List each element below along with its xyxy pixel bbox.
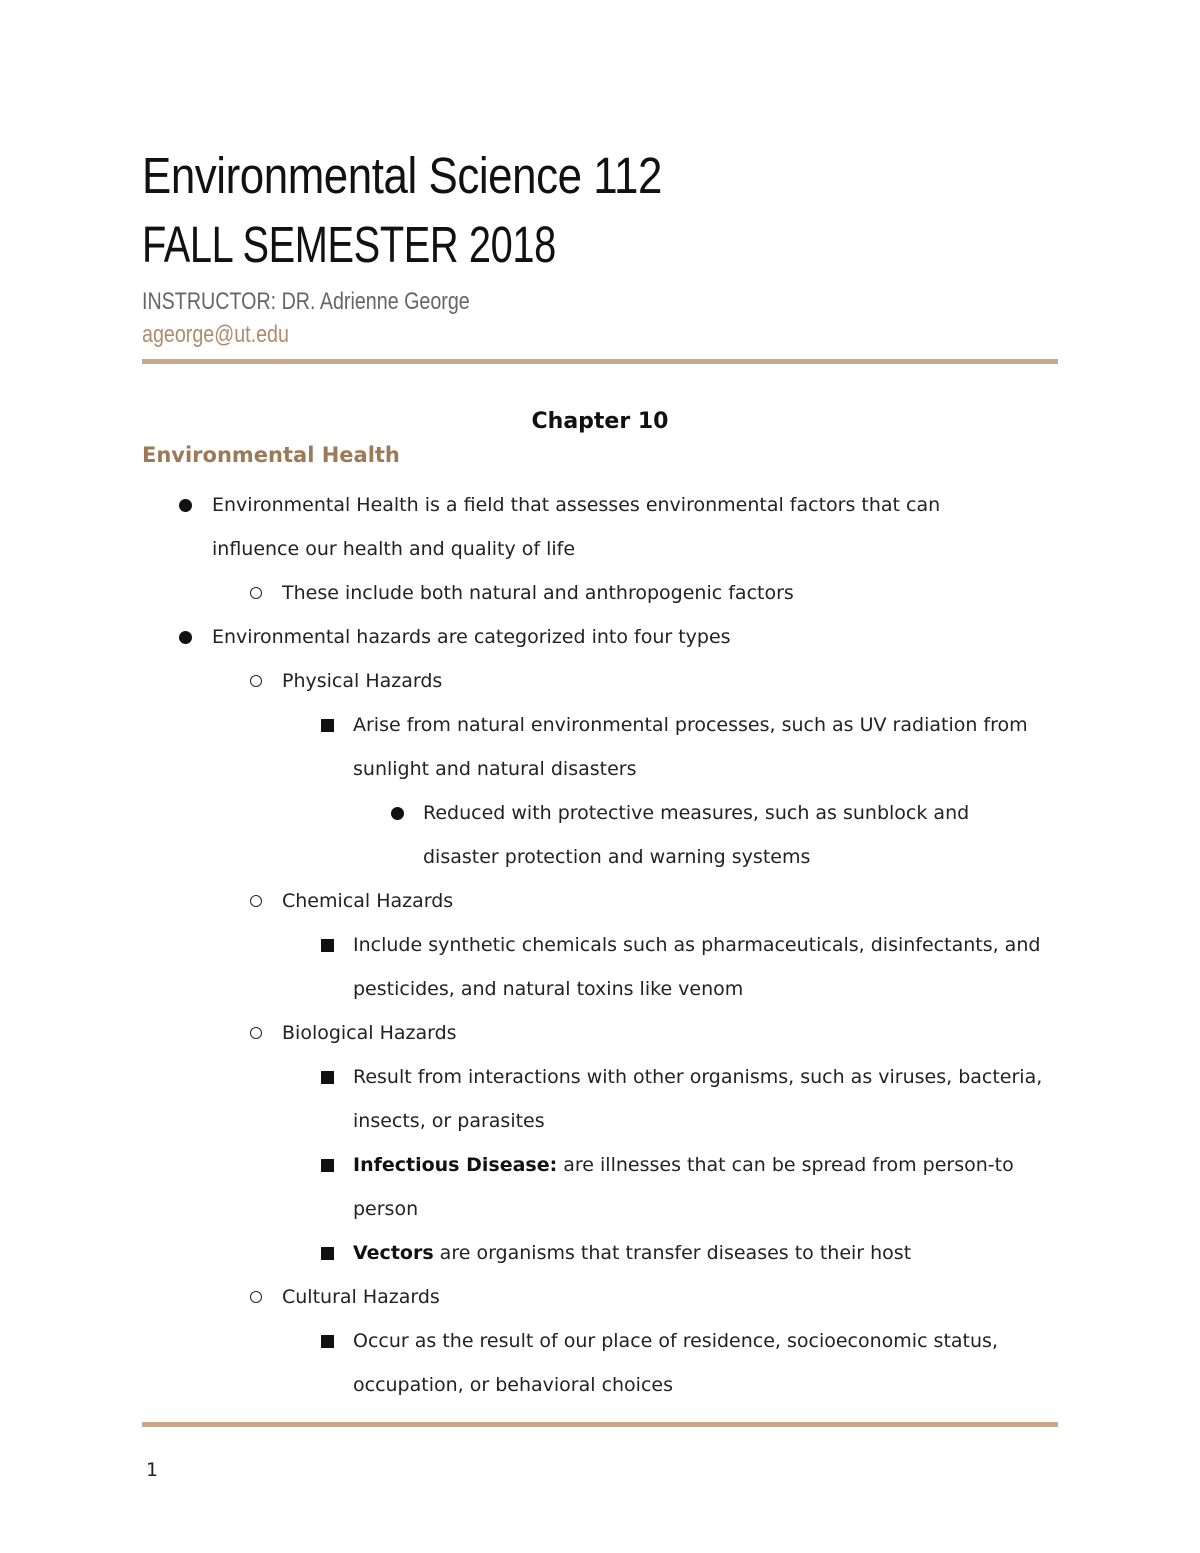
bullet-circle-icon [246,879,266,923]
term-definition: are illnesses that can be spread from person-to person [353,1154,1014,1220]
list-item-text: Occur as the result of our place of residence, socioeconomic status, occupation, or behavioral choices [353,1330,998,1396]
list-item-text: Physical Hazards [282,670,443,692]
list-item [0,483,1200,571]
list-item [0,1319,1200,1407]
list-item-text: Biological Hazards [282,1022,457,1044]
list-item [0,1275,1200,1319]
document-header [142,140,1058,350]
list-item [0,659,1200,703]
list-item-text [353,1231,1043,1275]
section-heading: Environmental Health [142,443,400,467]
bullet-circle-icon [246,571,266,615]
list-item-text: Reduced with protective measures, such as sunblock and disaster protection and warning systems [423,802,970,868]
bullet-dot-icon [387,791,407,835]
header-divider [142,359,1058,364]
term-definition: are organisms that transfer diseases to their host [433,1242,912,1264]
course-title: Environmental Science 112 [142,147,662,204]
bullet-circle-icon [246,1011,266,1055]
bullet-circle-icon [246,1275,266,1319]
list-item-text: Environmental Health is a field that assesses environmental factors that can influence our health and quality of life [212,494,941,560]
list-item-text: Cultural Hazards [282,1286,440,1308]
page-number: 1 [146,1459,159,1481]
bullet-square-icon [317,923,337,967]
list-item [0,703,1200,791]
semester-title: FALL SEMESTER 2018 [142,216,556,273]
instructor-email: ageorge@ut.edu [142,321,289,348]
list-item-text: Include synthetic chemicals such as pharmaceuticals, disinfectants, and pesticides, and natural toxins like venom [353,934,1041,1000]
chapter-title: Chapter 10 [531,409,669,434]
list-item [0,1055,1200,1143]
list-item [0,571,1200,615]
list-item [0,1231,1200,1275]
list-item-text: Chemical Hazards [282,890,454,912]
bullet-dot-icon [175,483,195,527]
bullet-square-icon [317,1055,337,1099]
list-item [0,615,1200,659]
list-item [0,923,1200,1011]
list-item [0,791,1200,879]
list-item-text: Environmental hazards are categorized into four types [212,626,731,648]
term-vectors: Vectors [353,1242,434,1264]
bullet-list [0,483,1200,1407]
bullet-square-icon [317,703,337,747]
list-item-text: These include both natural and anthropogenic factors [282,582,794,604]
bullet-circle-icon [246,659,266,703]
bullet-square-icon [317,1319,337,1363]
list-item-text [353,1143,1043,1231]
list-item [0,1143,1200,1231]
footer-divider [142,1422,1058,1427]
list-item-text: Result from interactions with other organisms, such as viruses, bacteria, insects, or parasites [353,1066,1043,1132]
list-item [0,1011,1200,1055]
bullet-square-icon [317,1143,337,1187]
list-item-text: Arise from natural environmental processes, such as UV radiation from sunlight and natural disasters [353,714,1028,780]
list-item [0,879,1200,923]
term-infectious-disease: Infectious Disease: [353,1154,558,1176]
instructor-name: INSTRUCTOR: DR. Adrienne George [142,288,470,315]
bullet-dot-icon [175,615,195,659]
bullet-square-icon [317,1231,337,1275]
